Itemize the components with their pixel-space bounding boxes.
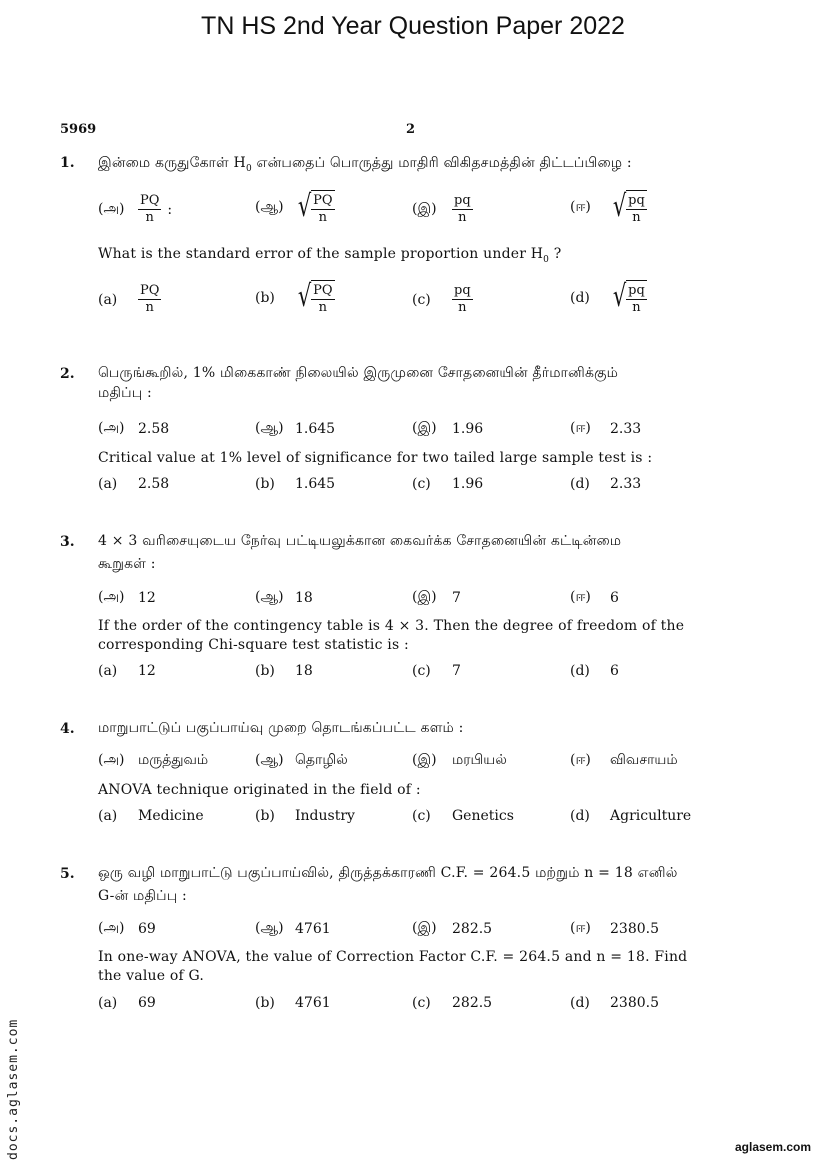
- option-tamil-d: (ஈ) 2.33: [570, 420, 642, 437]
- option-tamil-c: (இ) மரபியல்: [412, 752, 507, 768]
- option-english-b: (b) Industry: [255, 808, 355, 824]
- question-text-english: In one-way ANOVA, the value of Correction Factor C.F. = 264.5 and n = 18. Find: [98, 949, 688, 965]
- question-number: 5.: [60, 866, 75, 882]
- question-number: 2.: [60, 366, 75, 382]
- option-tamil-b: (ஆ) √ $\frac{PQ}{n}$: [255, 189, 333, 225]
- option-tamil-a: (அ) 12: [98, 589, 156, 606]
- question-text-english-cont: corresponding Chi-square test statistic is :: [98, 637, 409, 653]
- side-watermark: docs.aglasem.com: [6, 1018, 21, 1160]
- question-text-english-cont: the value of G.: [98, 968, 205, 984]
- option-tamil-c: (இ) 282.5: [412, 920, 493, 937]
- option-english-b: (b) 4761: [255, 995, 331, 1011]
- question-text-english: If the order of the contingency table is 4 × 3. Then the degree of freedom of the: [98, 618, 685, 634]
- option-english-d: (d) 2380.5: [570, 995, 659, 1011]
- option-tamil-a: (அ) 69: [98, 920, 156, 937]
- option-english-a: (a) 2.58: [98, 476, 170, 492]
- question-text-tamil-cont: மதிப்பு :: [98, 385, 152, 401]
- option-tamil-b: (ஆ) 1.645: [255, 420, 336, 437]
- paper-code: 5969: [60, 122, 97, 137]
- option-tamil-a: (அ) 2.58: [98, 420, 170, 437]
- option-english-d: (d) 2.33: [570, 476, 642, 492]
- question-text-tamil-cont: கூறுகள் :: [98, 556, 156, 572]
- option-tamil-c: (இ) $\frac{pq}{n}$: [412, 193, 471, 225]
- option-english-b: (b) 1.645: [255, 476, 336, 492]
- option-tamil-d: (ஈ) 6: [570, 589, 619, 606]
- question-text-tamil: பெருங்கூறில், 1% மிகைகாண் நிலையில் இருமுனை சோதனையின் தீர்மானிக்கும்: [98, 365, 619, 381]
- page-number: 2: [406, 122, 416, 137]
- option-english-c: (c) 1.96: [412, 476, 484, 492]
- option-english-a: (a) $\frac{PQ}{n}$: [98, 283, 160, 315]
- option-english-b: (b) √ $\frac{PQ}{n}$: [255, 279, 333, 315]
- option-english-c: (c) $\frac{pq}{n}$: [412, 283, 471, 315]
- question-text-tamil: 4 × 3 வரிசையுடைய நேர்வு பட்டியலுக்கான கைவர்க்க சோதனையின் கட்டின்மை: [98, 533, 622, 549]
- option-tamil-d: (ஈ) √ $\frac{pq}{n}$: [570, 189, 645, 225]
- option-tamil-b: (ஆ) 18: [255, 589, 313, 606]
- option-english-c: (c) Genetics: [412, 808, 514, 824]
- option-english-d: (d) 6: [570, 663, 619, 679]
- question-text-tamil: இன்மை கருதுகோள் $H_0$ என்பதைப் பொருத்து மாதிரி விகிதசமத்தின் திட்டப்பிழை :: [98, 155, 632, 174]
- option-english-c: (c) 7: [412, 663, 461, 679]
- option-english-a: (a) Medicine: [98, 808, 204, 824]
- question-text-english: What is the standard error of the sample proportion under $H_0$ ?: [98, 246, 562, 265]
- option-tamil-b: (ஆ) 4761: [255, 920, 331, 937]
- page-header-title: TN HS 2nd Year Question Paper 2022: [201, 12, 625, 40]
- option-tamil-c: (இ) 1.96: [412, 420, 484, 437]
- question-text-tamil: மாறுபாட்டுப் பகுப்பாய்வு முறை தொடங்கப்பட்ட களம் :: [98, 720, 464, 736]
- sqrt-expression: √ $\frac{PQ}{n}$: [297, 189, 333, 225]
- question-text-tamil-cont: G-ன் மதிப்பு :: [98, 888, 187, 904]
- question-number: 1.: [60, 155, 75, 171]
- option-english-b: (b) 18: [255, 663, 313, 679]
- fraction: $\frac{PQ}{n}$: [140, 193, 160, 225]
- footer-site-link[interactable]: aglasem.com: [735, 1140, 812, 1154]
- option-tamil-d: (ஈ) 2380.5: [570, 920, 659, 937]
- option-english-c: (c) 282.5: [412, 995, 493, 1011]
- option-english-d: (d) √ $\frac{pq}{n}$: [570, 279, 645, 315]
- option-english-a: (a) 69: [98, 995, 156, 1011]
- option-tamil-b: (ஆ) தொழில்: [255, 752, 348, 768]
- option-tamil-a: (அ) மருத்துவம்: [98, 752, 209, 768]
- option-tamil-c: (இ) 7: [412, 589, 461, 606]
- option-english-a: (a) 12: [98, 663, 156, 679]
- question-number: 3.: [60, 534, 75, 550]
- question-text-english: Critical value at 1% level of significance for two tailed large sample test is :: [98, 450, 653, 466]
- question-text-english: ANOVA technique originated in the field of :: [98, 782, 421, 798]
- option-english-d: (d) Agriculture: [570, 808, 692, 824]
- option-tamil-d: (ஈ) விவசாயம்: [570, 752, 678, 768]
- option-tamil-a: (அ) $\frac{PQ}{n}$ :: [98, 193, 173, 225]
- question-number: 4.: [60, 721, 75, 737]
- question-text-tamil: ஒரு வழி மாறுபாட்டு பகுப்பாய்வில், திருத்தக்காரணி C.F. = 264.5 மற்றும் n = 18 எனில்: [98, 865, 678, 881]
